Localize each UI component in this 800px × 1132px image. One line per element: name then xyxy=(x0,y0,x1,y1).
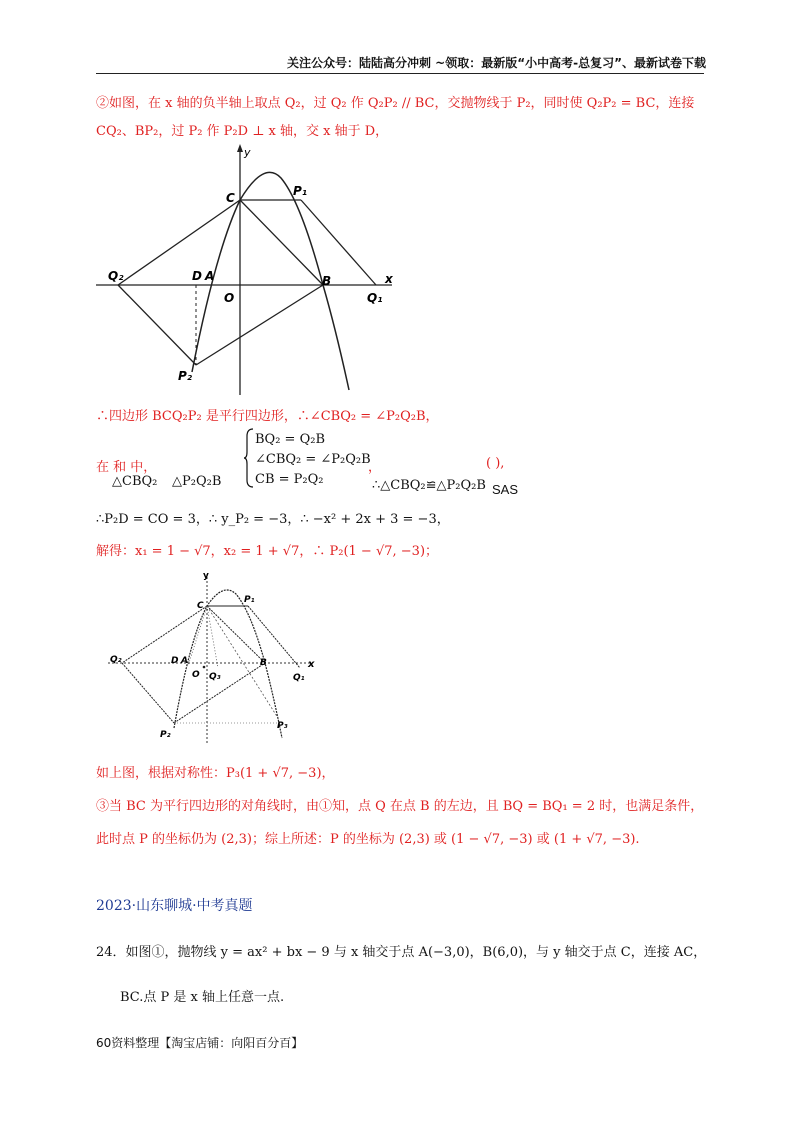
problem-line-1: 24．如图①，抛物线 y = ax² + bx − 9 与 x 轴交于点 A(−3,0)，B(6,0)，与 y 轴交于点 C，连接 AC， xyxy=(96,945,707,960)
fig2-line-q2-p2 xyxy=(122,663,174,723)
figure-1 xyxy=(96,140,406,400)
page-footer: 60资料整理【淘宝店铺：向阳百分百】 xyxy=(96,1036,304,1050)
fig1-label-q2: Q₂ xyxy=(108,269,124,283)
problem-line-2: BC.点 P 是 x 轴上任意一点. xyxy=(120,990,285,1005)
fig1-label-o: O xyxy=(224,291,235,305)
solution-line-2: CQ₂、BP₂，过 P₂ 作 P₂D ⊥ x 轴，交 x 轴于 D， xyxy=(96,124,389,139)
triangle-1-label: △CBQ₂ xyxy=(112,474,158,489)
fig1-label-q1: Q₁ xyxy=(367,291,383,305)
fig1-line-p1-q1 xyxy=(301,200,376,285)
sas-label: SAS xyxy=(492,482,519,497)
fig1-label-y: y xyxy=(244,146,251,159)
fig2-label-y: y xyxy=(203,571,209,581)
fig1-line-p2-b xyxy=(196,285,323,365)
page-header: 关注公众号：陆陆高分冲刺 ~领取：最新版“小中高考-总复习”、最新试卷下载 xyxy=(287,56,706,70)
fig2-label-c: C xyxy=(197,601,204,611)
header-rule xyxy=(96,73,704,74)
system-eq-2: ∠CBQ₂ = ∠P₂Q₂B xyxy=(255,452,371,467)
parallelogram-line: ∴四边形 BCQ₂P₂ 是平行四边形，∴∠CBQ₂ = ∠P₂Q₂B， xyxy=(96,409,439,424)
fig2-line-c-p3 xyxy=(207,606,278,718)
reason-parenthesis: ( ), xyxy=(486,456,505,471)
case3-line-2: 此时点 P 的坐标仍为 (2,3)；综上所述：P 的坐标为 (2,3) 或 (1 − √7, −3) 或 (1 + √7, −3). xyxy=(96,832,640,847)
system-end-comma: ， xyxy=(368,460,382,475)
fig1-label-a: A xyxy=(205,269,215,283)
system-eq-1: BQ₂ = Q₂B xyxy=(255,432,326,447)
fig1-label-d: D xyxy=(192,269,202,283)
fig2-label-p1: P₁ xyxy=(244,595,255,605)
case3-line-1: ③当 BC 为平行四边形的对角线时，由①知，点 Q 在点 B 的左边，且 BQ = BQ₁ = 2 时，也满足条件， xyxy=(96,799,704,814)
fig2-label-a: A xyxy=(181,656,188,666)
fig2-line-p1-q1 xyxy=(248,606,300,668)
fig2-label-p3: P₃ xyxy=(277,721,288,731)
in-and-text: 在 和 中， xyxy=(96,460,157,475)
system-eq-3: CB = P₂Q₂ xyxy=(255,472,324,487)
fig2-label-q1: Q₁ xyxy=(293,673,305,683)
congruent-statement: ∴△CBQ₂≌△P₂Q₂B xyxy=(372,478,486,493)
fig1-line-q2-p2 xyxy=(118,285,196,365)
fig2-label-q3: Q₃ xyxy=(209,672,221,682)
fig2-label-d: D xyxy=(171,656,179,666)
fig2-label-b: B xyxy=(260,658,267,668)
triangle-2-label: △P₂Q₂B xyxy=(172,474,222,489)
fig1-label-x: x xyxy=(385,272,393,286)
fig1-label-p1: P₁ xyxy=(293,184,308,198)
solution-line-1: ②如图，在 x 轴的负半轴上取点 Q₂，过 Q₂ 作 Q₂P₂ // BC，交抛物线于 P₂，同时使 Q₂P₂ = BC，连接 xyxy=(96,96,695,111)
system-brace xyxy=(243,428,255,488)
fig2-label-x: x xyxy=(308,659,315,670)
fig2-label-p2: P₂ xyxy=(160,730,171,740)
symmetry-line: 如上图，根据对称性：P₃(1 + √7, −3)， xyxy=(96,766,335,781)
fig2-label-o: O xyxy=(192,670,200,680)
equation-line-2: 解得：x₁ = 1 − √7，x₂ = 1 + √7，∴ P₂(1 − √7, −3)； xyxy=(96,544,439,559)
equation-line-1: ∴P₂D = CO = 3，∴ y_P₂ = −3，∴ −x² + 2x + 3 = −3， xyxy=(96,512,450,527)
fig1-label-p2: P₂ xyxy=(178,369,193,383)
fig1-label-c: C xyxy=(226,191,235,205)
fig1-label-b: B xyxy=(322,274,332,288)
section-title: 2023·山东聊城·中考真题 xyxy=(96,898,253,914)
fig1-line-c-q2 xyxy=(118,200,240,285)
fig2-label-q2: Q₂ xyxy=(110,655,122,665)
figure-2 xyxy=(108,568,328,748)
fig2-line-c-q2 xyxy=(122,606,207,663)
